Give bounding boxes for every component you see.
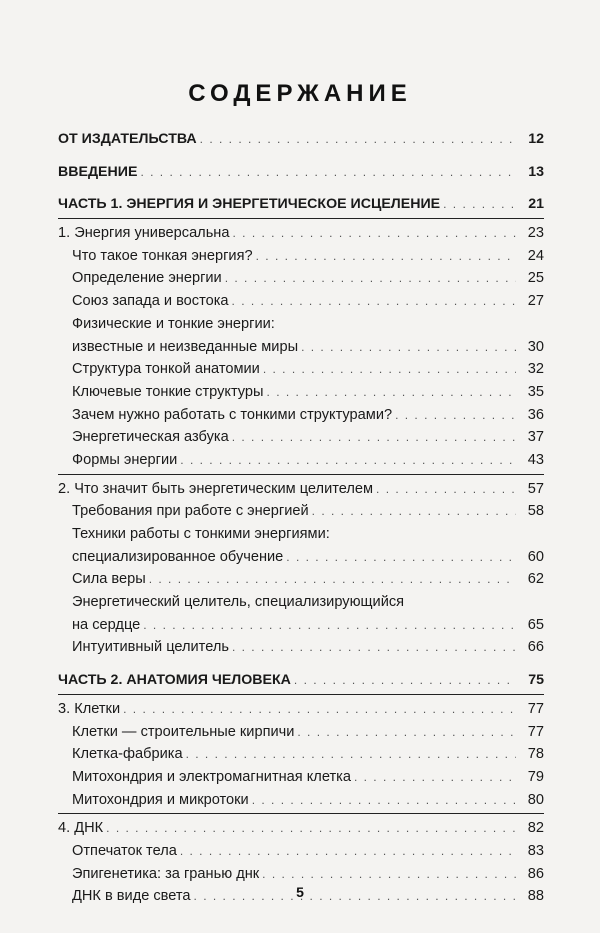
toc-page: 43 bbox=[527, 451, 544, 468]
page-number: 5 bbox=[296, 884, 304, 900]
toc-page: 13 bbox=[528, 163, 544, 180]
toc-entry bbox=[58, 313, 544, 336]
toc-entry bbox=[58, 358, 544, 381]
section-divider bbox=[58, 474, 544, 475]
toc-label: ДНК в виде света bbox=[72, 888, 191, 905]
toc-label: Митохондрия и электромагнитная клетка bbox=[72, 768, 351, 785]
toc-label: Отпечаток тела bbox=[72, 842, 177, 859]
leader-dots bbox=[232, 636, 516, 659]
toc-page: 21 bbox=[528, 196, 544, 213]
toc-label: Клетка-фабрика bbox=[72, 746, 183, 763]
leader-dots bbox=[301, 336, 516, 359]
toc-label: на сердце bbox=[72, 616, 141, 633]
toc-entry bbox=[58, 636, 544, 659]
toc-label: Ключевые тонкие структуры bbox=[72, 383, 264, 400]
toc-label: Энергетическая азбука bbox=[72, 429, 229, 446]
leader-dots bbox=[294, 669, 516, 692]
toc-label: ОТ ИЗДАТЕЛЬСТВА bbox=[58, 131, 197, 147]
section-divider bbox=[58, 694, 544, 695]
leader-dots bbox=[180, 449, 516, 472]
page-title: СОДЕРЖАНИЕ bbox=[188, 80, 412, 107]
toc-label: Структура тонкой анатомии bbox=[72, 361, 260, 378]
toc-label: 1. Энергия универсальна bbox=[58, 225, 230, 242]
toc-page: 65 bbox=[527, 616, 544, 633]
table-of-contents bbox=[58, 128, 544, 908]
toc-page: 83 bbox=[527, 842, 544, 859]
leader-dots bbox=[376, 478, 516, 501]
toc-entry bbox=[58, 245, 544, 268]
toc-page: 77 bbox=[527, 723, 544, 740]
leader-dots bbox=[232, 426, 516, 449]
toc-label: Митохондрия и микротоки bbox=[72, 791, 249, 808]
toc-chapter bbox=[58, 478, 544, 501]
toc-part-heading bbox=[58, 669, 544, 692]
leader-dots bbox=[267, 381, 516, 404]
toc-entry bbox=[58, 336, 544, 359]
toc-page: 23 bbox=[527, 225, 544, 242]
toc-page: 78 bbox=[527, 746, 544, 763]
toc-page: 66 bbox=[527, 639, 544, 656]
toc-label: 3. Клетки bbox=[58, 700, 121, 717]
toc-entry bbox=[58, 404, 544, 427]
toc-label: Определение энергии bbox=[72, 270, 222, 287]
toc-entry bbox=[58, 290, 544, 313]
toc-label: известные и неизведанные миры bbox=[72, 338, 299, 355]
toc-label: Формы энергии bbox=[72, 451, 178, 468]
toc-label: специализированное обучение bbox=[72, 548, 284, 565]
leader-dots bbox=[123, 698, 516, 721]
toc-entry bbox=[58, 743, 544, 766]
toc-entry bbox=[58, 546, 544, 569]
toc-page: 25 bbox=[527, 270, 544, 287]
toc-page: 77 bbox=[527, 700, 544, 717]
toc-page: 60 bbox=[527, 548, 544, 565]
toc-entry bbox=[58, 789, 544, 812]
toc-entry bbox=[58, 381, 544, 404]
toc-page: 24 bbox=[527, 247, 544, 264]
leader-dots bbox=[180, 840, 516, 863]
toc-label: Союз запада и востока bbox=[72, 293, 229, 310]
toc-page: 32 bbox=[527, 361, 544, 378]
section-divider bbox=[58, 813, 544, 814]
toc-label: Что такое тонкая энергия? bbox=[72, 247, 253, 264]
toc-page: 88 bbox=[527, 888, 544, 905]
toc-label: Зачем нужно работать с тонкими структурами? bbox=[72, 406, 393, 423]
toc-entry bbox=[58, 863, 544, 886]
toc-label: Интуитивный целитель bbox=[72, 639, 229, 656]
toc-entry bbox=[58, 766, 544, 789]
section-divider bbox=[58, 218, 544, 219]
toc-page: 12 bbox=[528, 131, 544, 147]
leader-dots bbox=[225, 267, 516, 290]
toc-label: Клетки — строительные кирпичи bbox=[72, 723, 295, 740]
toc-entry bbox=[58, 267, 544, 290]
toc-page: 82 bbox=[527, 820, 544, 837]
toc-page: 62 bbox=[527, 571, 544, 588]
toc-page: 27 bbox=[527, 293, 544, 310]
toc-label: Физические и тонкие энергии: bbox=[72, 315, 275, 332]
toc-entry bbox=[58, 721, 544, 744]
toc-page: 86 bbox=[527, 865, 544, 882]
toc-label: Сила веры bbox=[72, 571, 146, 588]
toc-entry bbox=[58, 426, 544, 449]
leader-dots bbox=[232, 290, 516, 313]
toc-entry bbox=[58, 614, 544, 637]
leader-dots bbox=[232, 222, 516, 245]
toc-page: 58 bbox=[527, 503, 544, 520]
leader-dots bbox=[263, 358, 516, 381]
toc-entry bbox=[58, 500, 544, 523]
toc-page: 75 bbox=[528, 672, 544, 689]
toc-label: ВВЕДЕНИЕ bbox=[58, 163, 138, 180]
leader-dots bbox=[140, 161, 516, 184]
toc-chapter bbox=[58, 817, 544, 840]
leader-dots bbox=[186, 743, 516, 766]
toc-label: ЧАСТЬ 1. ЭНЕРГИЯ И ЭНЕРГЕТИЧЕСКОЕ ИСЦЕЛЕНИЕ bbox=[58, 196, 441, 213]
toc-entry bbox=[58, 449, 544, 472]
toc-chapter bbox=[58, 222, 544, 245]
leader-dots bbox=[262, 863, 516, 886]
leader-dots bbox=[149, 568, 516, 591]
toc-page: 37 bbox=[527, 429, 544, 446]
leader-dots bbox=[143, 614, 516, 637]
toc-label: 2. Что значит быть энергетическим целителем bbox=[58, 480, 374, 497]
toc-label: Техники работы с тонкими энергиями: bbox=[72, 526, 330, 542]
leader-dots bbox=[395, 404, 516, 427]
toc-page: 57 bbox=[527, 480, 544, 497]
leader-dots bbox=[443, 193, 516, 216]
leader-dots bbox=[200, 128, 516, 151]
leader-dots bbox=[312, 500, 516, 523]
leader-dots bbox=[286, 546, 516, 569]
toc-page: 80 bbox=[527, 791, 544, 808]
toc-entry bbox=[58, 523, 544, 546]
toc-page: 30 bbox=[527, 338, 544, 355]
toc-label: Эпигенетика: за гранью днк bbox=[72, 865, 260, 882]
toc-label: Требования при работе с энергией bbox=[72, 503, 309, 520]
leader-dots bbox=[106, 817, 516, 840]
toc-entry bbox=[58, 840, 544, 863]
toc-entry bbox=[58, 568, 544, 591]
toc-chapter bbox=[58, 698, 544, 721]
toc-page: 36 bbox=[527, 406, 544, 423]
toc-page: 35 bbox=[527, 383, 544, 400]
leader-dots bbox=[252, 789, 516, 812]
leader-dots bbox=[297, 721, 516, 744]
toc-entry-publisher bbox=[58, 128, 544, 151]
leader-dots bbox=[354, 766, 516, 789]
toc-label: 4. ДНК bbox=[58, 820, 104, 837]
toc-entry-introduction bbox=[58, 161, 544, 184]
leader-dots bbox=[256, 245, 516, 268]
toc-label: Энергетический целитель, специализирующийся bbox=[72, 594, 405, 611]
toc-entry bbox=[58, 591, 544, 614]
toc-page: 79 bbox=[527, 768, 544, 785]
toc-label: ЧАСТЬ 2. АНАТОМИЯ ЧЕЛОВЕКА bbox=[58, 672, 291, 689]
toc-part-heading bbox=[58, 193, 544, 216]
